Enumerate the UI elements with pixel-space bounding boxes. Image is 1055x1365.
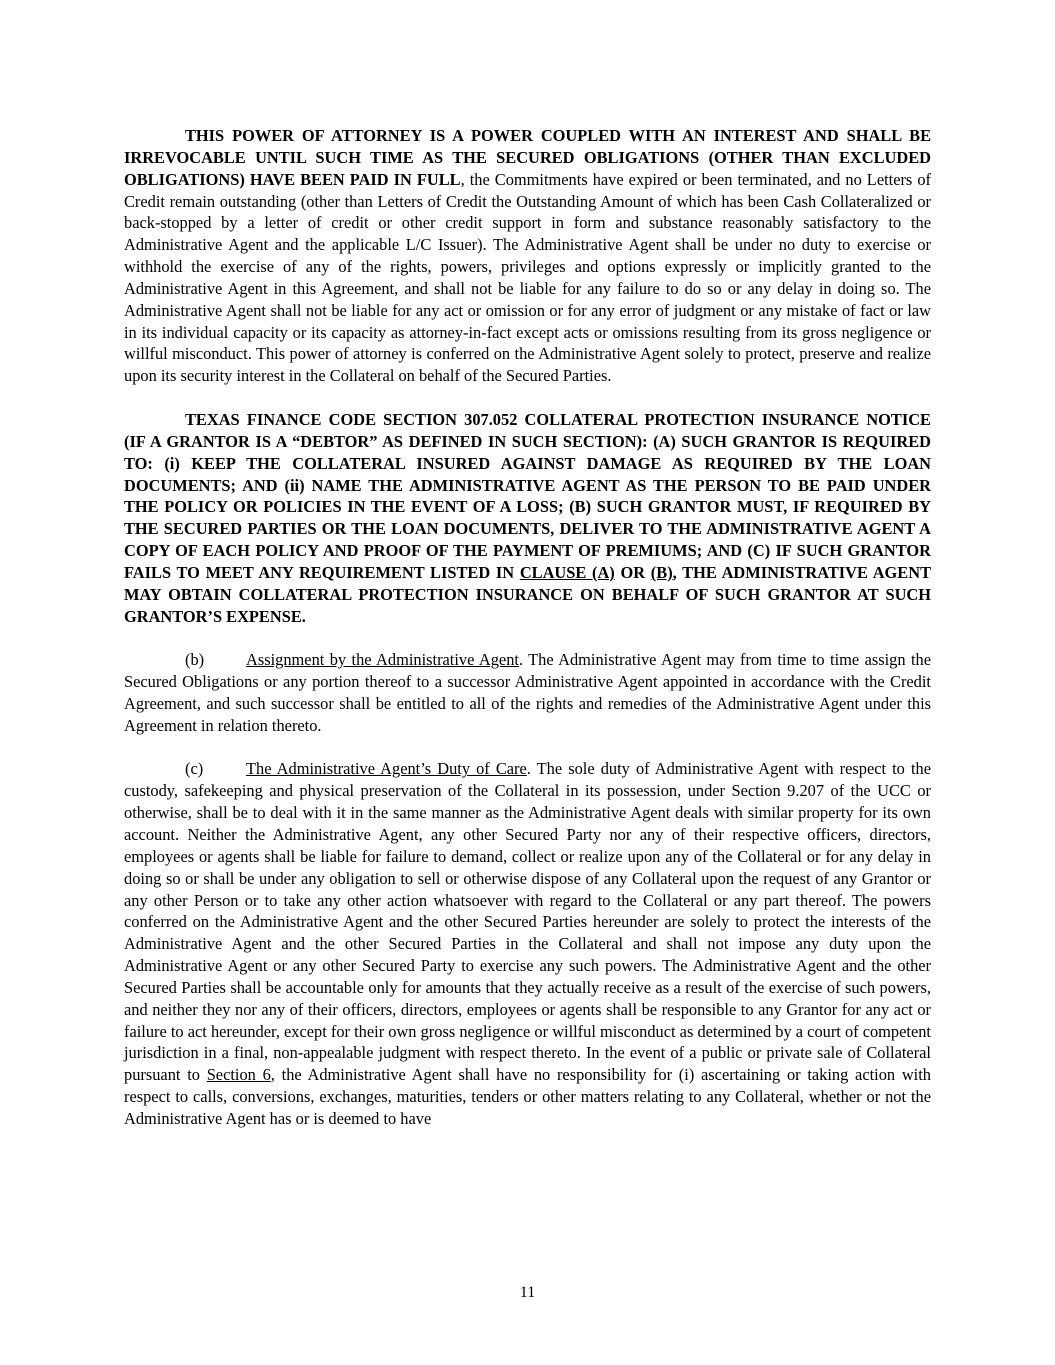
texas-insurance-notice-paragraph	[124, 409, 931, 627]
assignment-text: . The Administrative Agent may from time to time assign the Secured Obligations or any portion thereof to a successor Administrative Agent appointed in accordance with the Credit Agreement, and such successor shall be entitled to all of the rights and remedies of the Administrative Agent under this Agreement in relation thereto.	[124, 650, 931, 735]
notice-text-a: TEXAS FINANCE CODE SECTION 307.052 COLLATERAL PROTECTION INSURANCE NOTICE (IF A GRANTOR IS A “DEBTOR” AS DEFINED IN SUCH SECTION): (A) SUCH GRANTOR IS REQUIRED TO: (i) KEEP THE COLLATERAL INSURED AGAINST DAMAGE AS REQUIRED BY THE LOAN DOCUMENTS; AND (ii) NAME THE ADMINISTRATIVE AGENT AS THE PERSON TO BE PAID UNDER THE POLICY OR POLICIES IN THE EVENT OF A LOSS; (B) SUCH GRANTOR MUST, IF REQUIRED BY THE SECURED PARTIES OR THE LOAN DOCUMENTS, DELIVER TO THE ADMINISTRATIVE AGENT A COPY OF EACH POLICY AND PROOF OF THE PAYMENT OF PREMIUMS; AND (C) IF SUCH GRANTOR FAILS TO MEET ANY REQUIREMENT LISTED IN	[124, 409, 931, 582]
clause-b-reference: (B)	[650, 562, 673, 582]
duty-of-care-text-a: . The sole duty of Administrative Agent with respect to the custody, safekeeping and physical preservation of the Collateral in its possession, under Section 9.207 of the UCC or otherwise, shall be to deal with it in the same manner as the Administrative Agent deals with similar property for its own account. Neither the Administrative Agent, any other Secured Party nor any of their respective officers, directors, employees or agents shall be liable for failure to demand, collect or realize upon any of the Collateral or for any delay in doing so or shall be under any obligation to sell or otherwise dispose of any Collateral upon the request of any Grantor or any other Person or to take any other action whatsoever with regard to the Collateral or any part thereof. The powers conferred on the Administrative Agent and the other Secured Parties hereunder are solely to protect the interests of the Administrative Agent and the other Secured Parties in the Collateral and shall not impose any duty upon the Administrative Agent or any other Secured Party to exercise any such powers. The Administrative Agent and the other Secured Parties shall be accountable only for amounts that they actually receive as a result of the exercise of such powers, and neither they nor any of their officers, directors, employees or agents shall be responsible to any Grantor for any act or failure to act hereunder, except for their own gross negligence or willful misconduct as determined by a court of competent jurisdiction in a final, non-appealable judgment with respect thereto. In the event of a public or private sale of Collateral pursuant to	[124, 759, 931, 1085]
clause-label-b: (b)	[185, 650, 205, 670]
clause-a-reference: CLAUSE (A)	[519, 562, 615, 582]
power-of-attorney-text: , the Commitments have expired or been terminated, and no Letters of Credit remain outstanding (other than Letters of Credit the Outstanding Amount of which has been Cash Collateralized or back-stopped by a letter of credit or other credit support in form and substance reasonably satisfactory to the Administrative Agent and the applicable L/C Issuer). The Administrative Agent shall be under no duty to exercise or withhold the exercise of any of the rights, powers, privileges and options expressly or implicitly granted to the Administrative Agent in this Agreement, and shall not be liable for any failure to do so or any delay in doing so. The Administrative Agent shall not be liable for any act or omission or for any error of judgment or any mistake of fact or law in its individual capacity or its capacity as attorney-in-fact except acts or omissions resulting from its gross negligence or willful misconduct. This power of attorney is conferred on the Administrative Agent solely to protect, preserve and realize upon its security interest in the Collateral on behalf of the Secured Parties.	[124, 169, 931, 386]
duty-of-care-text-b: , the Administrative Agent shall have no responsibility for (i) ascertaining or taking action with respect to calls, conversions, exchanges, maturities, tenders or other matters relating to any Collateral, whether or not the Administrative Agent has or is deemed to have	[124, 1065, 931, 1128]
notice-text-c: , THE ADMINISTRATIVE AGENT MAY OBTAIN COLLATERAL PROTECTION INSURANCE ON BEHALF OF SUCH GRANTOR AT SUCH GRANTOR’S EXPENSE.	[124, 562, 932, 626]
notice-text-b: OR	[614, 562, 651, 582]
power-of-attorney-paragraph	[124, 125, 931, 387]
duty-of-care-heading: The Administrative Agent’s Duty of Care	[246, 759, 527, 779]
power-of-attorney-bold-lead: THIS POWER OF ATTORNEY IS A POWER COUPLED WITH AN INTEREST AND SHALL BE IRREVOCABLE UNTIL SUCH TIME AS THE SECURED OBLIGATIONS (OTHER THAN EXCLUDED OBLIGATIONS) HAVE BEEN PAID IN FULL	[124, 126, 931, 189]
page-number: 11	[519, 1284, 536, 1301]
duty-of-care-paragraph	[124, 758, 931, 1129]
assignment-paragraph	[124, 649, 931, 736]
section-6-reference: Section 6	[206, 1065, 271, 1085]
clause-label-c: (c)	[185, 759, 204, 779]
document-page	[124, 125, 931, 1152]
assignment-heading: Assignment by the Administrative Agent	[246, 650, 519, 670]
